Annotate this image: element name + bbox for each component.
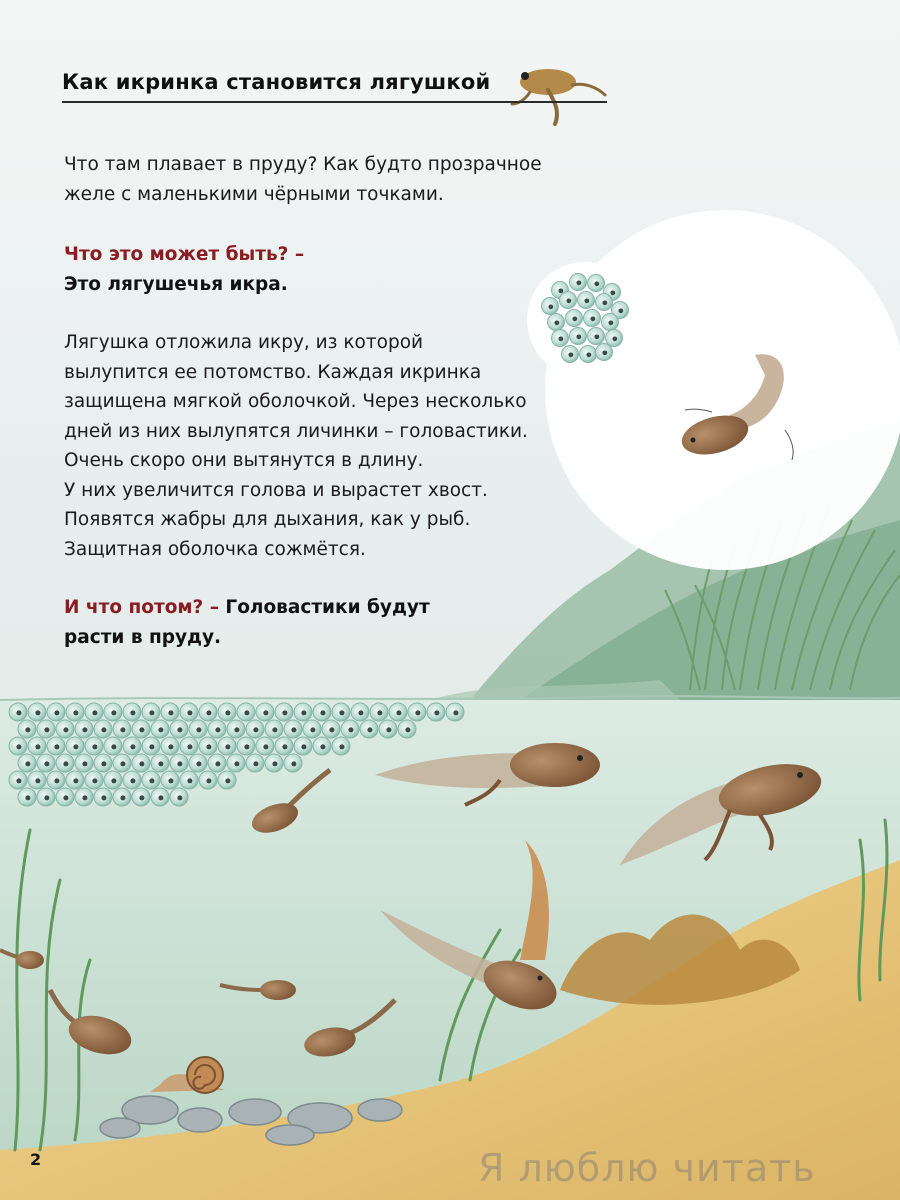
intro-line: Что там плавает в пруду? Как будто прозрачное — [64, 154, 542, 175]
question-text: Что это может быть? – — [64, 244, 305, 265]
egg-dot — [196, 761, 201, 766]
egg-dot — [453, 710, 458, 715]
egg-dot — [25, 795, 30, 800]
egg-dot — [339, 744, 344, 749]
egg-dot — [120, 761, 125, 766]
body-line: У них увеличится голова и вырастет хвост. — [64, 479, 488, 501]
egg-dot — [301, 710, 306, 715]
egg-dot — [584, 298, 589, 303]
egg-dot — [329, 727, 334, 732]
egg-dot — [25, 727, 30, 732]
egg-dot — [149, 778, 154, 783]
egg-dot — [158, 795, 163, 800]
egg-dot — [234, 761, 239, 766]
egg-dot — [111, 778, 116, 783]
egg-dot — [120, 727, 125, 732]
egg-dot — [434, 710, 439, 715]
egg-dot — [225, 710, 230, 715]
egg-dot — [101, 727, 106, 732]
egg-dot — [63, 727, 68, 732]
egg-dot — [377, 710, 382, 715]
egg-dot — [63, 761, 68, 766]
egg-dot — [566, 298, 571, 303]
egg-dot — [263, 744, 268, 749]
egg-dot — [82, 761, 87, 766]
egg-dot — [568, 352, 573, 357]
egg-dot — [282, 710, 287, 715]
egg-dot — [396, 710, 401, 715]
egg-dot — [44, 761, 49, 766]
egg-dot — [168, 778, 173, 783]
egg-dot — [73, 710, 78, 715]
egg-dot — [130, 778, 135, 783]
answer-text: Головастики будут — [218, 597, 430, 618]
egg-dot — [358, 710, 363, 715]
egg-dot — [139, 761, 144, 766]
egg-dot — [415, 710, 420, 715]
egg-dot — [101, 761, 106, 766]
egg-dot — [187, 778, 192, 783]
egg-dot — [139, 795, 144, 800]
egg-dot — [130, 744, 135, 749]
egg-dot — [187, 744, 192, 749]
egg-dot — [405, 727, 410, 732]
body-line: дней из них вылупятся личинки – головастики. — [64, 420, 528, 442]
egg-dot — [54, 710, 59, 715]
egg-dot — [225, 778, 230, 783]
egg-dot — [177, 727, 182, 732]
egg-dot — [187, 710, 192, 715]
egg-dot — [101, 795, 106, 800]
egg-dot — [602, 350, 607, 355]
egg-dot — [253, 727, 258, 732]
egg-dot — [149, 710, 154, 715]
body-line: вылупится ее потомство. Каждая икринка — [64, 361, 482, 383]
egg-dot — [576, 334, 581, 339]
egg-dot — [111, 744, 116, 749]
egg-dot — [594, 281, 599, 286]
body-line: Появятся жабры для дыхания, как у рыб. — [64, 509, 471, 530]
question-line — [64, 593, 430, 623]
egg-dot — [558, 288, 563, 293]
intro-line: желе с маленькими чёрными точками. — [64, 183, 444, 205]
egg-dot — [253, 761, 258, 766]
answer-text: расти в пруду. — [64, 626, 222, 648]
egg-dot — [35, 778, 40, 783]
egg-dot — [54, 744, 59, 749]
egg-dot — [158, 761, 163, 766]
title-underline — [62, 101, 607, 103]
egg-dot — [196, 727, 201, 732]
body-line: защищена мягкой оболочкой. Через несколько — [64, 391, 527, 412]
egg-dot — [291, 727, 296, 732]
body-line: Лягушка отложила икру, из которой — [64, 332, 424, 353]
egg-dot — [618, 308, 623, 313]
answer-text: Это лягушечья икра. — [64, 273, 288, 295]
egg-dot — [92, 778, 97, 783]
egg-dot — [272, 727, 277, 732]
egg-dot — [82, 727, 87, 732]
egg-dot — [44, 795, 49, 800]
egg-dot — [16, 710, 21, 715]
frog-icon — [512, 69, 605, 124]
egg-dot — [158, 727, 163, 732]
egg-dot — [35, 744, 40, 749]
question-block-1 — [64, 240, 304, 299]
egg-dot — [590, 316, 595, 321]
body-line: Защитная оболочка сожмётся. — [64, 538, 366, 560]
egg-dot — [602, 300, 607, 305]
egg-dot — [35, 710, 40, 715]
body-paragraph — [64, 328, 528, 564]
egg-dot — [558, 336, 563, 341]
egg-dot — [177, 761, 182, 766]
egg-dot — [82, 795, 87, 800]
egg-dot — [339, 710, 344, 715]
egg-dot — [576, 280, 581, 285]
egg-dot — [244, 710, 249, 715]
egg-dot — [92, 710, 97, 715]
egg-dot — [73, 778, 78, 783]
egg-dot — [586, 352, 591, 357]
egg-dot — [215, 727, 220, 732]
watermark: Я люблю читать — [478, 1146, 816, 1190]
egg-dot — [225, 744, 230, 749]
egg-dot — [263, 710, 268, 715]
egg-dot — [168, 744, 173, 749]
egg-dot — [548, 304, 553, 309]
egg-dot — [320, 744, 325, 749]
egg-dot — [54, 778, 59, 783]
page-number: 2 — [30, 1150, 42, 1169]
egg-dot — [612, 336, 617, 341]
egg-dot — [320, 710, 325, 715]
egg-dot — [16, 778, 21, 783]
egg-dot — [554, 320, 559, 325]
egg-dot — [301, 744, 306, 749]
page-title: Как икринка становится лягушкой — [62, 70, 491, 94]
egg-dot — [44, 727, 49, 732]
egg-dot — [610, 290, 615, 295]
egg-dot — [139, 727, 144, 732]
body-line: Очень скоро они вытянутся в длину. — [64, 450, 424, 471]
egg-dot — [367, 727, 372, 732]
egg-dot — [215, 761, 220, 766]
egg-dot — [206, 710, 211, 715]
egg-dot — [63, 795, 68, 800]
egg-dot — [16, 744, 21, 749]
egg-dot — [272, 761, 277, 766]
egg-dot — [25, 761, 30, 766]
egg-dot — [206, 744, 211, 749]
question-text: И что потом? – — [64, 597, 219, 618]
inset-egg-cluster — [527, 262, 643, 378]
egg-dot — [111, 710, 116, 715]
egg-dot — [168, 710, 173, 715]
egg-dot — [234, 727, 239, 732]
egg-dot — [608, 320, 613, 325]
egg-dot — [206, 778, 211, 783]
egg-dot — [120, 795, 125, 800]
egg-dot — [282, 744, 287, 749]
egg-dot — [594, 334, 599, 339]
egg-dot — [130, 710, 135, 715]
egg-dot — [386, 727, 391, 732]
egg-dot — [310, 727, 315, 732]
egg-dot — [73, 744, 78, 749]
egg-dot — [291, 761, 296, 766]
egg-dot — [572, 316, 577, 321]
egg-dot — [92, 744, 97, 749]
egg-dot — [177, 795, 182, 800]
question-block-2 — [64, 593, 430, 652]
intro-paragraph — [64, 150, 542, 209]
egg-dot — [244, 744, 249, 749]
egg-dot — [149, 744, 154, 749]
egg-dot — [348, 727, 353, 732]
